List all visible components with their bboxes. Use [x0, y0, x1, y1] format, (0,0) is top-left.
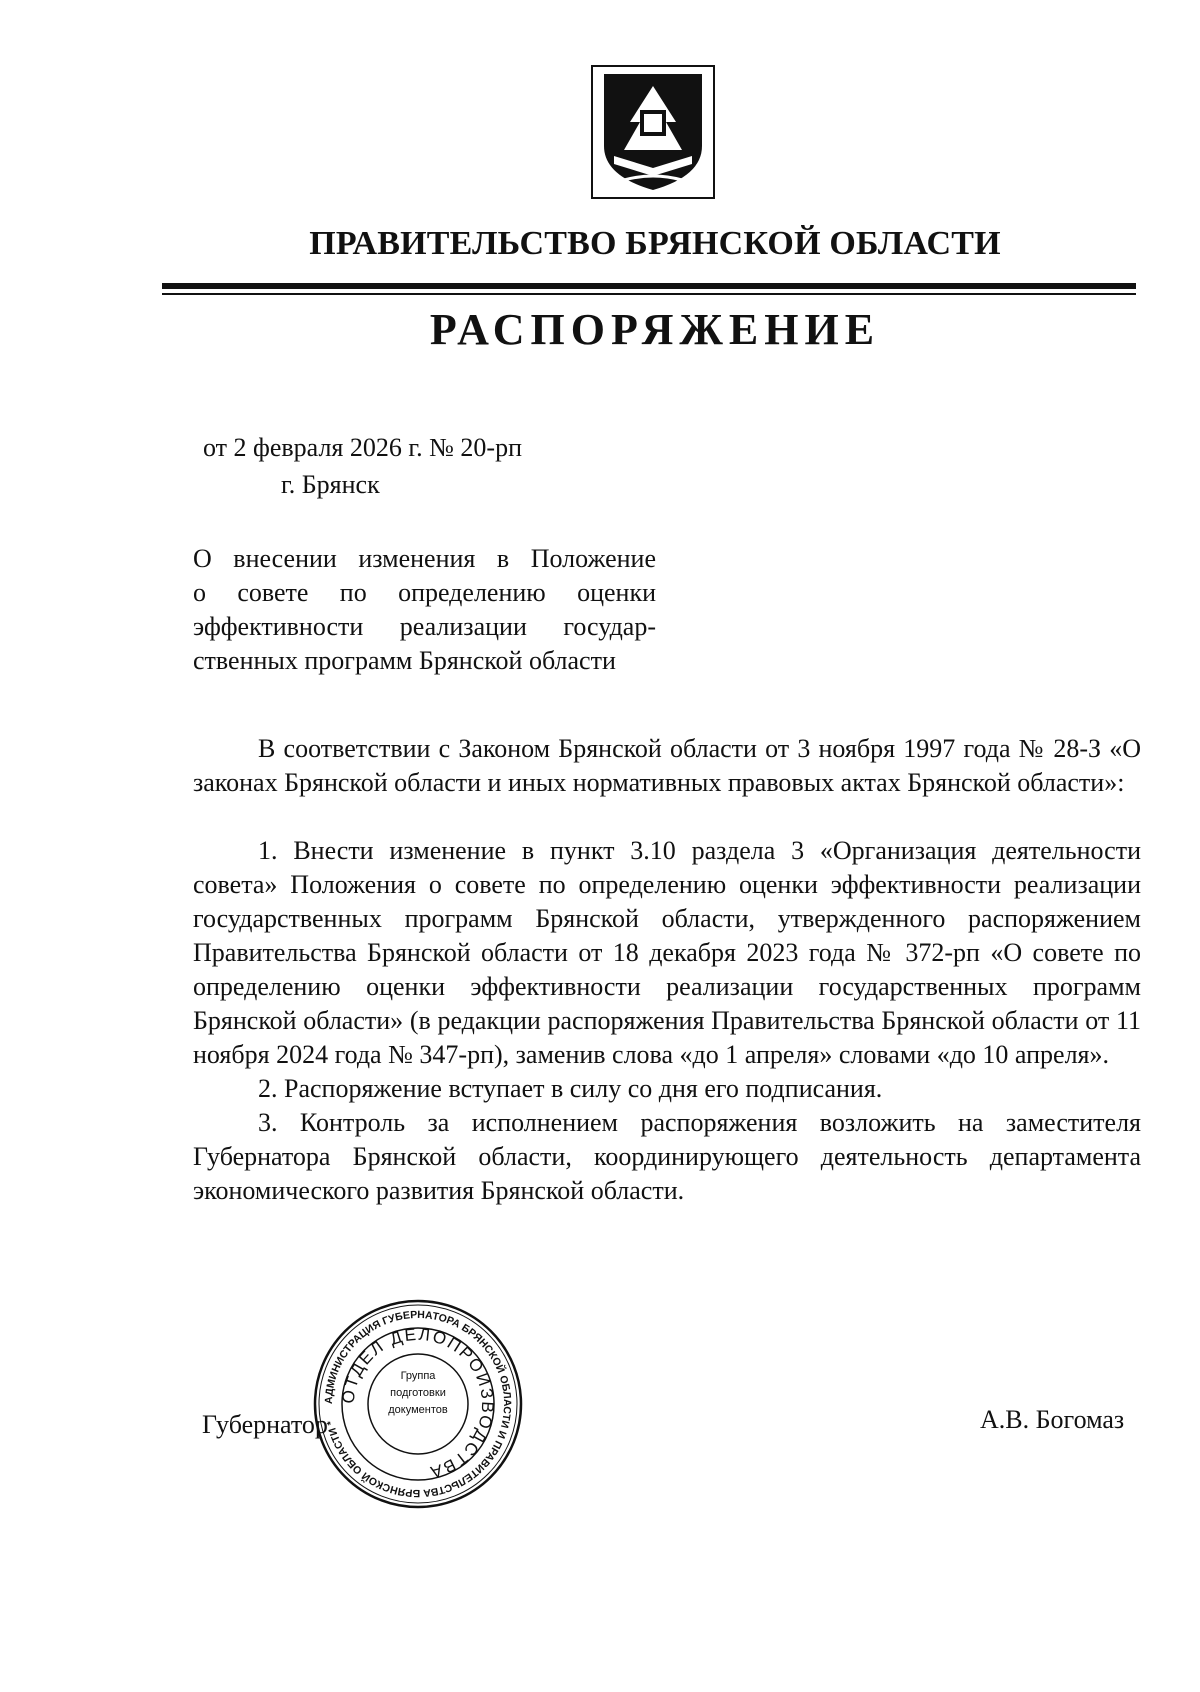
- coat-of-arms-emblem: [590, 64, 716, 200]
- official-stamp: [312, 1298, 524, 1510]
- stamp-outer-ring-text: АДМИНИСТРАЦИЯ ГУБЕРНАТОРА БРЯНСКОЙ ОБЛАСТИ И ПРАВИТЕЛЬСТВА БРЯНСКОЙ ОБЛАСТИ *: [322, 1308, 514, 1500]
- document-type-title: РАСПОРЯЖЕНИЕ: [429, 305, 881, 354]
- stamp-center-line: Группа: [400, 1370, 436, 1382]
- header-rule-thick: [162, 283, 1136, 289]
- document-body: [193, 732, 1141, 1208]
- signatory-name: А.В. Богомаз: [980, 1405, 1125, 1434]
- item-1-paragraph: 1. Внести изменение в пункт 3.10 раздела 3 «Организация деятельности совета» Положения о совете по определению оценки эффективности реализации государственных программ Брянской области, утвержденного распоряжением Правительства Брянской области от 18 декабря 2023 года № 372-рп «О совете по определению оценки эффективности реализации государственных программ Брянской области» (в редакции распоряжения Правительства Брянской области от 11 ноября 2024 года № 347-рп), заменив слова «до 1 апреля» словами «до 10 апреля».: [193, 836, 1141, 1069]
- subject-line: эффективности реализации государ-: [193, 612, 656, 641]
- coat-of-arms-icon: [590, 64, 716, 200]
- header-rule-thin: [162, 293, 1136, 295]
- subject-line: О внесении изменения в Положение: [193, 544, 656, 573]
- stamp-middle-ring-text: ОТДЕЛ ДЕЛОПРОИЗВОДСТВА: [338, 1324, 498, 1483]
- date-and-number: от 2 февраля 2026 г. № 20-рп: [203, 433, 522, 462]
- subject-line: ственных программ Брянской области: [193, 646, 616, 675]
- signatory-title: Губернатор: [202, 1410, 328, 1439]
- preamble-paragraph: В соответствии с Законом Брянской области от 3 ноября 1997 года № 28-З «О законах Брянской области и иных нормативных правовых актах Брянской области»:: [193, 734, 1141, 797]
- item-2-paragraph: 2. Распоряжение вступает в силу со дня его подписания.: [258, 1074, 883, 1103]
- organization-title: ПРАВИТЕЛЬСТВО БРЯНСКОЙ ОБЛАСТИ: [309, 225, 1001, 262]
- subject-line: о совете по определению оценки: [193, 578, 656, 607]
- document-subject: [193, 542, 656, 678]
- item-3-paragraph: 3. Контроль за исполнением распоряжения возложить на заместителя Губернатора Брянской области, координирующего деятельность департамента экономического развития Брянской области.: [193, 1108, 1141, 1205]
- stamp-center-text: [380, 1368, 456, 1419]
- stamp-center-line: подготовки: [390, 1387, 446, 1399]
- stamp-center-line: документов: [388, 1404, 448, 1416]
- place-of-issue: г. Брянск: [281, 470, 380, 499]
